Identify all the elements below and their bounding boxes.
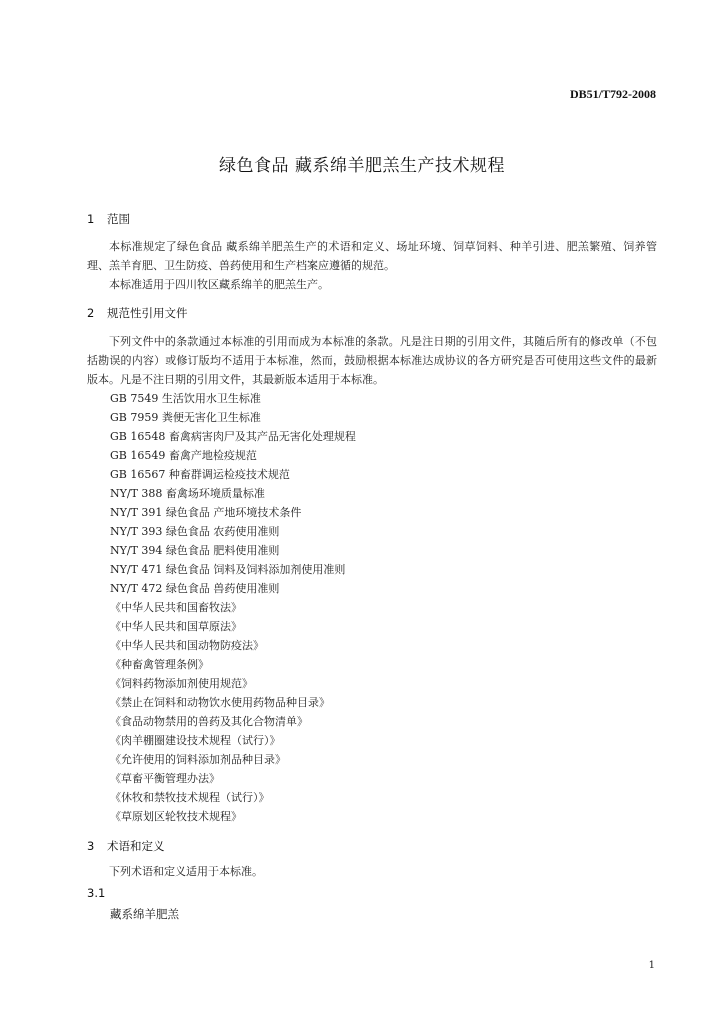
reference-item: GB 16567 种畜群调运检疫技术规范 [110,468,290,481]
reference-item: GB 16549 畜禽产地检疫规范 [110,449,257,462]
subsection-number: 3.1 [87,886,106,900]
reference-item: NY/T 472 绿色食品 兽药使用准则 [110,582,280,595]
reference-item: NY/T 391 绿色食品 产地环境技术条件 [110,506,302,519]
section-title: 范围 [107,212,130,226]
reference-item: 《草原划区轮牧技术规程》 [110,810,242,823]
reference-item: 《休牧和禁牧技术规程（试行）》 [110,791,270,804]
reference-item: GB 16548 畜禽病害肉尸及其产品无害化处理规程 [110,430,356,443]
reference-item: 《中华人民共和国草原法》 [110,620,242,633]
reference-item: NY/T 393 绿色食品 农药使用准则 [110,525,280,538]
term-heading: 藏系绵羊肥羔 [110,907,179,921]
reference-item: 《允许使用的饲料添加剂品种目录》 [110,753,286,766]
reference-item: 《中华人民共和国动物防疫法》 [110,639,264,652]
reference-item: GB 7959 粪便无害化卫生标准 [110,411,261,424]
reference-item: 《中华人民共和国畜牧法》 [110,601,242,614]
section-3-heading [87,838,165,854]
section-number: 2 [87,306,95,320]
reference-item: NY/T 388 畜禽场环境质量标准 [110,487,265,500]
section-1-paragraph-1: 本标准规定了绿色食品 藏系绵羊肥羔生产的术语和定义、场址环境、饲草饲料、种羊引进、肥羔繁殖、饲养管理、羔羊育肥、卫生防疫、兽药使用和生产档案应遵循的规范。 [87,240,657,272]
normative-references-list [110,389,356,826]
document-code: DB51/T792-2008 [569,87,656,101]
section-title: 规范性引用文件 [107,306,188,320]
reference-item: GB 7549 生活饮用水卫生标准 [110,392,261,405]
reference-item: NY/T 471 绿色食品 饲料及饲料添加剂使用准则 [110,563,346,576]
reference-item: 《饲料药物添加剂使用规范》 [110,677,253,690]
section-number: 1 [87,212,95,226]
section-1-paragraph-2: 本标准适用于四川牧区藏系绵羊的肥羔生产。 [109,278,329,291]
section-title: 术语和定义 [107,839,165,853]
reference-item: 《草畜平衡管理办法》 [110,772,220,785]
page-title: 绿色食品 藏系绵羊肥羔生产技术规程 [219,156,505,176]
section-3-paragraph-1: 下列术语和定义适用于本标准。 [109,865,263,878]
reference-item: 《肉羊棚圈建设技术规程（试行）》 [110,734,281,747]
section-2-heading [87,305,188,321]
section-2-paragraph-1: 下列文件中的条款通过本标准的引用而成为本标准的条款。凡是注日期的引用文件，其随后所有的修改单（不包括勘误的内容）或修订版均不适用于本标准，然而，鼓励根据本标准达成协议的各方研究是否可使用这些文件的最新版本。凡是不注日期的引用文件，其最新版本适用于本标准。 [87,335,657,386]
reference-item: NY/T 394 绿色食品 肥料使用准则 [110,544,280,557]
section-number: 3 [87,839,95,853]
reference-item: 《种畜禽管理条例》 [110,658,209,671]
reference-item: 《禁止在饲料和动物饮水使用药物品种目录》 [110,696,330,709]
section-1-heading [87,211,130,227]
reference-item: 《食品动物禁用的兽药及其化合物清单》 [110,715,308,728]
page-number: 1 [648,960,655,971]
